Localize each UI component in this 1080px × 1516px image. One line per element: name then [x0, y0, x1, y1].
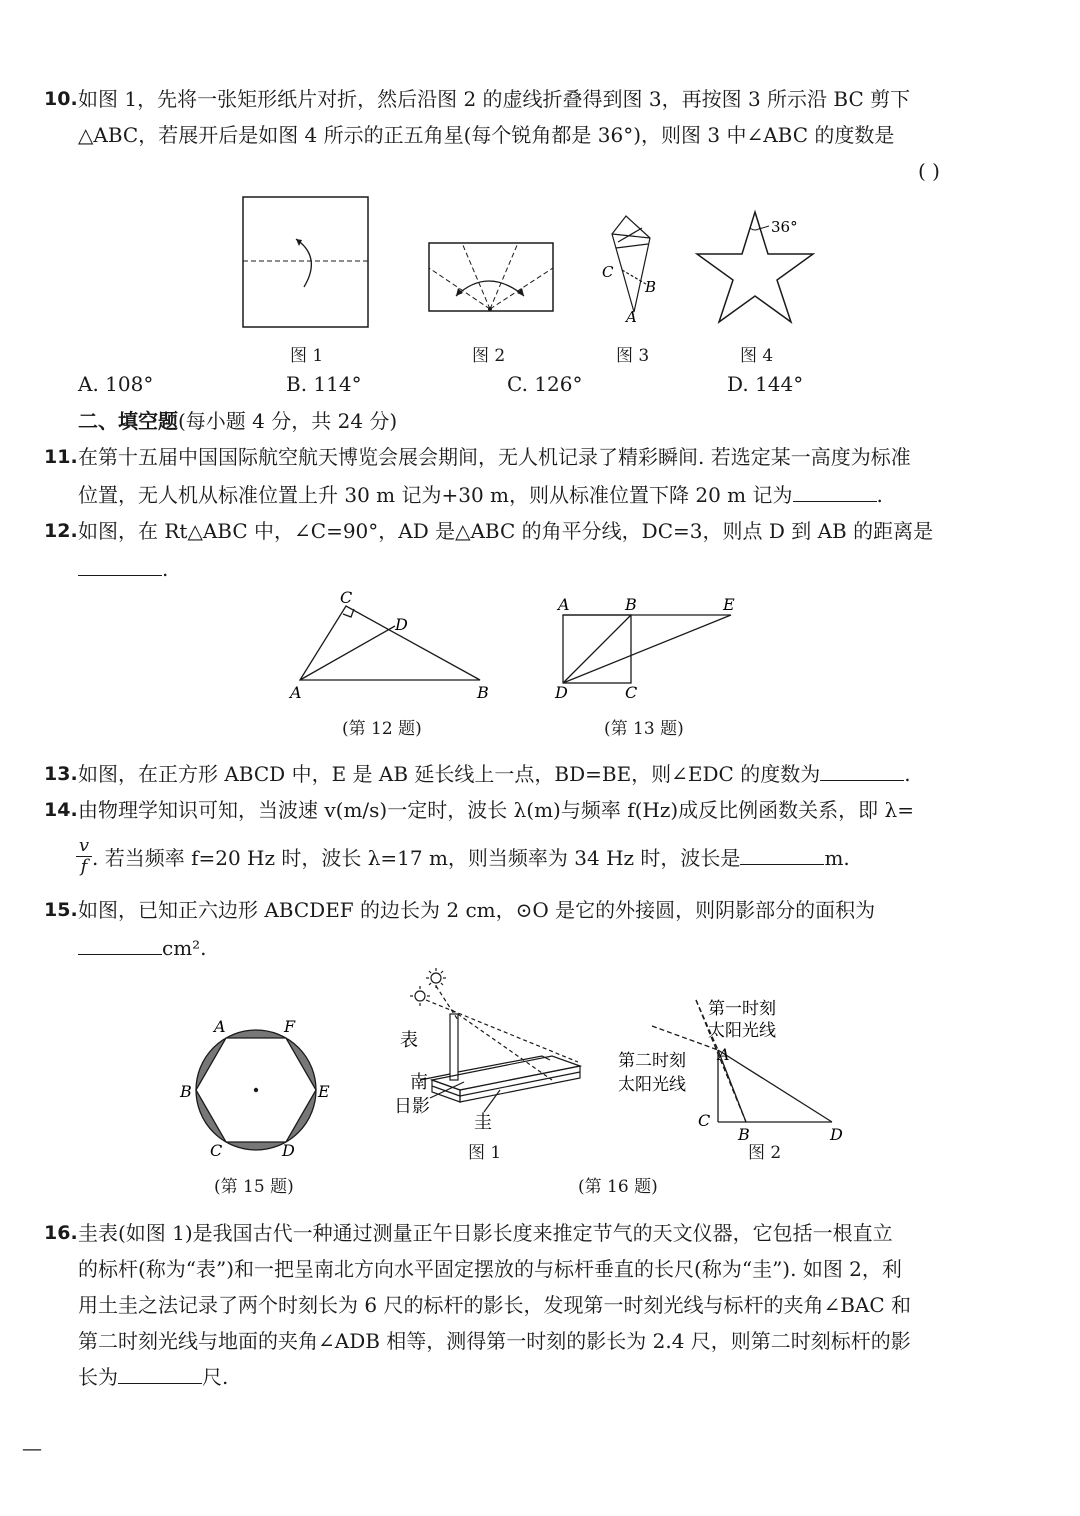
q13-label-e: E: [723, 595, 735, 614]
q10-fig1-caption: 图 1: [290, 346, 324, 366]
q13-label-d: D: [555, 683, 568, 702]
q13-end: .: [904, 762, 911, 786]
q11-answer-blank[interactable]: [793, 483, 877, 502]
q15-label-b: B: [180, 1082, 192, 1101]
q16-fig2-label-d: D: [830, 1125, 843, 1144]
q13-label-c: C: [625, 683, 638, 702]
q14-line2-wrap: [92, 845, 850, 871]
q14-line1: 由物理学知识可知，当波速 v(m/s)一定时，波长 λ(m)与频率 f(Hz)成反比例函数关系，即 λ=: [78, 798, 914, 822]
q10-figure-3: [598, 212, 668, 327]
q12-line2-wrap: [78, 556, 168, 582]
q15-line2-wrap: [78, 935, 207, 961]
q13-answer-blank[interactable]: [820, 762, 904, 781]
q10-line2: △ABC，若展开后是如图 4 所示的正五角星(每个锐角都是 36°)，则图 3 中∠ABC 的度数是: [78, 123, 895, 147]
q12-label-c: C: [340, 588, 353, 607]
q16-fig2-second-moment: 第二时刻: [618, 1051, 686, 1071]
q13-caption: (第 13 题): [604, 719, 684, 739]
q16-caption: (第 16 题): [578, 1177, 658, 1197]
q16-line4: 第二时刻光线与地面的夹角∠ADB 相等，测得第一时刻的影长为 2.4 尺，则第二时刻标杆的影: [78, 1329, 911, 1353]
q10-answer-paren: ( ): [918, 159, 940, 183]
q15-answer-blank[interactable]: [78, 936, 162, 955]
q15-label-c: C: [210, 1141, 223, 1160]
q10-fig4-caption: 图 4: [740, 346, 774, 366]
q11-line2-wrap: [78, 482, 883, 508]
q12-label-b: B: [477, 683, 489, 702]
section-2-heading: [78, 408, 397, 434]
q11-line1: 在第十五届中国国际航空航天博览会展会期间，无人机记录了精彩瞬间. 若选定某一高度为标准: [78, 445, 911, 469]
q10-fig2-caption: 图 2: [472, 346, 506, 366]
q10-figure-1: [240, 195, 370, 330]
q16-line5-wrap: [78, 1364, 228, 1390]
q11-line2: 位置，无人机从标准位置上升 30 m 记为+30 m，则从标准位置下降 20 m 记为: [78, 483, 793, 507]
q11-end: .: [876, 483, 883, 507]
q10-line1: 如图 1，先将一张矩形纸片对折，然后沿图 2 的虚线折叠得到图 3，再按图 3 所示沿 BC 剪下: [78, 87, 911, 111]
q13-label-a: A: [558, 595, 570, 614]
q12-label-d: D: [395, 615, 408, 634]
q15-unit: cm².: [162, 936, 207, 960]
q13-line1-wrap: [78, 761, 911, 787]
q12-end: .: [162, 557, 169, 581]
q16-fig1-label-gui: 圭: [474, 1112, 492, 1133]
q16-answer-blank[interactable]: [118, 1365, 202, 1384]
q10-figure-4: [693, 206, 823, 326]
q16-figure-2: [612, 992, 852, 1142]
q16-fig2-label-a: A: [718, 1045, 730, 1064]
q12-label-a: A: [290, 683, 302, 702]
q16-line5: 长为: [78, 1365, 118, 1389]
q16-fig1-caption: 图 1: [468, 1143, 502, 1163]
q10-figure-2: [426, 240, 556, 315]
q15-label-e: E: [318, 1082, 330, 1101]
q14-number: 14.: [44, 799, 78, 821]
q16-line1: 圭表(如图 1)是我国古代一种通过测量正午日影长度来推定节气的天文仪器，它包括一根直立: [78, 1221, 893, 1245]
q14-line2: . 若当频率 f=20 Hz 时，波长 λ=17 m，则当频率为 34 Hz 时，波长是: [92, 846, 741, 870]
q12-number: 12.: [44, 520, 78, 542]
q16-figure-1: [392, 962, 592, 1137]
q10-fig4-angle-label: 36°: [771, 218, 798, 236]
q16-fig2-label-b: B: [738, 1125, 750, 1144]
q16-fig1-label-riying: 日影: [394, 1096, 430, 1117]
q16-fig2-first-moment: 第一时刻: [708, 999, 776, 1019]
q14-fraction-numerator: v: [78, 835, 90, 856]
q16-fig2-second-sunlight: 太阳光线: [618, 1075, 686, 1095]
q13-label-b: B: [625, 595, 637, 614]
q14-unit: m.: [824, 846, 850, 870]
q10-fig3-label-b: B: [645, 278, 657, 296]
q10-option-c: C. 126°: [507, 372, 583, 396]
section-2-title: 二、填空题: [78, 409, 178, 433]
q11-number: 11.: [44, 446, 78, 468]
q15-caption: (第 15 题): [214, 1177, 294, 1197]
q16-number: 16.: [44, 1222, 78, 1244]
q16-fig1-label-nan: 南: [410, 1072, 428, 1093]
q15-number: 15.: [44, 899, 78, 921]
q14-fraction: [76, 836, 92, 877]
q10-fig3-label-c: C: [602, 263, 614, 281]
q10-number: 10.: [44, 88, 78, 110]
footer-mark: —: [22, 1436, 42, 1460]
q15-figure: [178, 1018, 338, 1163]
q12-line1: 如图，在 Rt△ABC 中，∠C=90°，AD 是△ABC 的角平分线，DC=3，则点 D 到 AB 的距离是: [78, 519, 934, 543]
q16-line3: 用土圭之法记录了两个时刻长为 6 尺的标杆的影长，发现第一时刻光线与标杆的夹角∠BAC 和: [78, 1293, 911, 1317]
q16-fig1-label-biao: 表: [400, 1030, 418, 1051]
q10-option-b: B. 114°: [286, 372, 362, 396]
q10-option-a: A. 108°: [78, 372, 154, 396]
q15-label-a: A: [214, 1017, 226, 1036]
q13-line1: 如图，在正方形 ABCD 中，E 是 AB 延长线上一点，BD=BE，则∠EDC 的度数为: [78, 762, 821, 786]
section-2-note: (每小题 4 分，共 24 分): [178, 409, 398, 433]
q10-fig3-caption: 图 3: [616, 346, 650, 366]
q15-line1: 如图，已知正六边形 ABCDEF 的边长为 2 cm，⊙O 是它的外接圆，则阴影部分的面积为: [78, 898, 876, 922]
q10-fig3-label-a: A: [626, 308, 637, 326]
q15-label-f: F: [284, 1017, 296, 1036]
q13-number: 13.: [44, 763, 78, 785]
q16-fig2-first-sunlight: 太阳光线: [708, 1021, 776, 1041]
q16-end: 尺.: [202, 1365, 229, 1389]
q16-fig2-label-c: C: [698, 1111, 711, 1130]
q12-answer-blank[interactable]: [78, 557, 162, 576]
q14-fraction-denominator: f: [76, 856, 92, 877]
q16-fig2-caption: 图 2: [748, 1143, 782, 1163]
sun-icon: [410, 986, 430, 1006]
q15-label-d: D: [282, 1141, 295, 1160]
q16-line2: 的标杆(称为“表”)和一把呈南北方向水平固定摆放的与标杆垂直的长尺(称为“圭”). 如图 2，利: [78, 1257, 902, 1281]
q12-caption: (第 12 题): [342, 719, 422, 739]
q14-answer-blank[interactable]: [740, 846, 824, 865]
q13-figure: [553, 595, 743, 700]
sun-icon: [426, 968, 446, 988]
q12-figure: [288, 588, 498, 703]
q10-option-d: D. 144°: [727, 372, 804, 396]
